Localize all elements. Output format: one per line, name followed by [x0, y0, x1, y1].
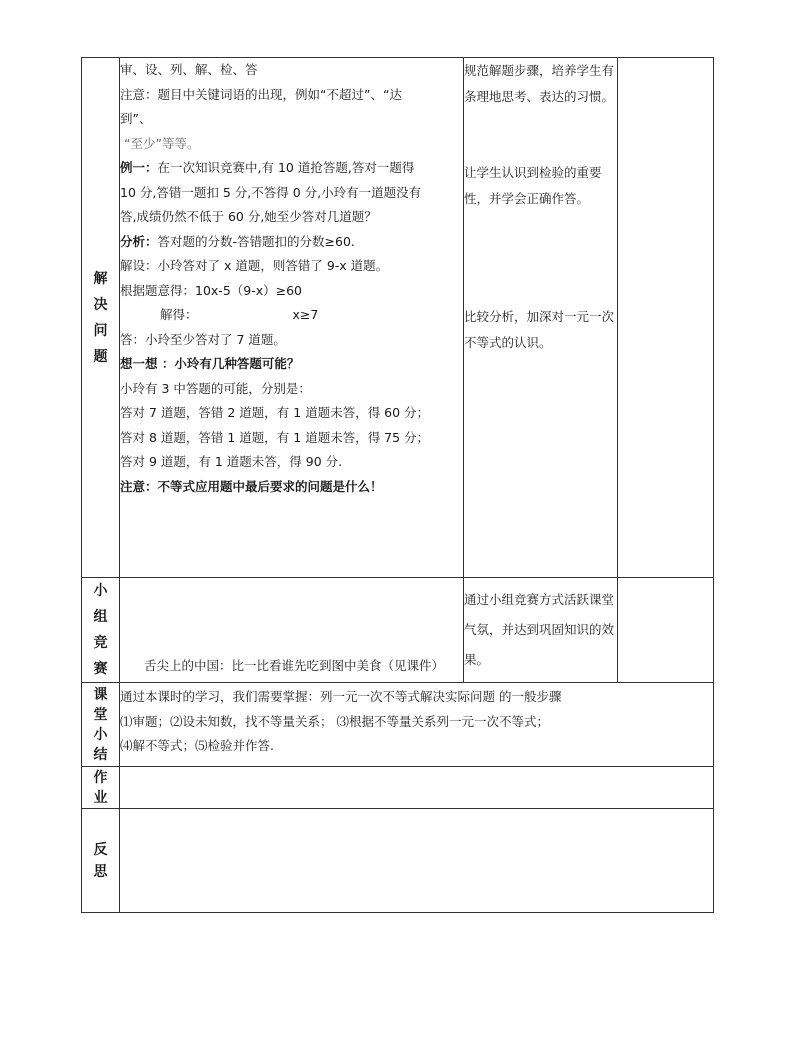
row-homework [82, 767, 714, 809]
solution-answer: 答：小玲至少答对了 7 道题。 [120, 331, 286, 347]
label-char: 结 [93, 746, 108, 763]
contest-content [120, 578, 464, 683]
contest-note [464, 578, 618, 683]
label-char: 题 [93, 348, 108, 365]
note-keywords-cont: 到”、 [120, 111, 152, 126]
label-char: 竞 [93, 635, 108, 651]
label-char: 赛 [93, 661, 108, 677]
label-char: 解 [93, 270, 108, 287]
row-group-contest [82, 578, 714, 683]
empty-cell [618, 58, 714, 578]
label-char: 决 [93, 296, 108, 313]
empty-cell [618, 578, 714, 683]
example-text-2: 10 分,答错一题扣 5 分,不答得 0 分,小玲有一道题没有 [120, 184, 422, 200]
label-char: 小 [93, 583, 108, 599]
contest-text: 舌尖上的中国：比一比看谁先吃到图中美食（见课件） [144, 657, 445, 673]
label-char: 组 [93, 609, 108, 625]
note-steps: 规范解题步骤，培养学生有条理地思考、表达的习惯。 [464, 63, 615, 104]
row-label-summary [82, 683, 120, 767]
think-question: 想一想 ：小玲有几种答题可能？ [120, 356, 300, 371]
analysis-text: 答对题的分数-答错题扣的分数≥60. [157, 233, 355, 249]
contest-note-text: 通过小组竞赛方式活跃课堂气氛，并达到巩固知识的效果。 [464, 592, 615, 667]
summary-line-2: ⑴审题；⑵设未知数，找不等量关系； ⑶根据不等量关系列一元一次不等式； [120, 713, 549, 729]
note-check: 让学生认识到检验的重要性，并学会正确作答。 [464, 165, 602, 206]
summary-content [120, 683, 714, 767]
note-keywords: 注意：题目中关键词语的出现，例如“不超过”、“达 [120, 86, 402, 102]
row-label-solve [82, 58, 120, 578]
label-char: 堂 [93, 706, 108, 723]
label-char: 课 [93, 686, 108, 703]
analysis-label: 分析： [120, 233, 158, 249]
row-label-homework [82, 767, 120, 809]
possibility-1: 答对 7 道题，答错 2 道题，有 1 道题未答，得 60 分； [120, 405, 430, 420]
reflection-content [120, 809, 714, 913]
solve-notes [464, 58, 618, 578]
label-char: 业 [93, 789, 108, 806]
example-text-1: 在一次知识竞赛中,有 10 道抢答题,答对一题得 [157, 160, 415, 175]
solve-content [120, 58, 464, 578]
note-keywords-example: “至少”等等。 [124, 135, 200, 151]
example-label: 例一： [120, 160, 158, 175]
solution-equation: 根据题意得：10x-5（9-x）≥60 [120, 282, 303, 298]
row-solve-problem [82, 58, 714, 578]
possibilities-intro: 小玲有 3 中答题的可能，分别是： [120, 380, 311, 396]
possibility-3: 答对 9 道题，有 1 道题未答，得 90 分. [120, 454, 343, 469]
solution-result: x≥7 [292, 307, 319, 322]
label-char: 反 [93, 842, 108, 858]
row-summary [82, 683, 714, 767]
summary-line-1: 通过本课时的学习，我们需要掌握：列一元一次不等式解决实际问题 的一般步骤 [120, 689, 562, 704]
homework-content [120, 767, 714, 809]
label-char: 作 [93, 769, 108, 786]
summary-line-3: ⑷解不等式；⑸检验并作答. [120, 738, 274, 753]
row-label-contest [82, 578, 120, 683]
row-reflection [82, 809, 714, 913]
solution-setup: 解设：小玲答对了 x 道题，则答错了 9-x 道题。 [120, 258, 389, 273]
lesson-plan-table [81, 57, 714, 913]
example-text-3: 答,成绩仍然不低于 60 分,她至少答对几道题？ [120, 209, 377, 224]
label-char: 问 [93, 322, 108, 339]
label-char: 小 [93, 726, 108, 743]
note-compare: 比较分析，加深对一元一次不等式的认识。 [464, 309, 615, 350]
label-char: 思 [93, 864, 108, 880]
solution-solve-label: 解得： [160, 307, 198, 322]
row-label-reflection [82, 809, 120, 913]
possibility-2: 答对 8 道题，答错 1 道题，有 1 道题未答，得 75 分； [120, 429, 430, 445]
steps-line: 审、设、列、解、检、答 [120, 62, 258, 77]
final-note: 注意：不等式应用题中最后要求的问题是什么！ [120, 478, 383, 494]
